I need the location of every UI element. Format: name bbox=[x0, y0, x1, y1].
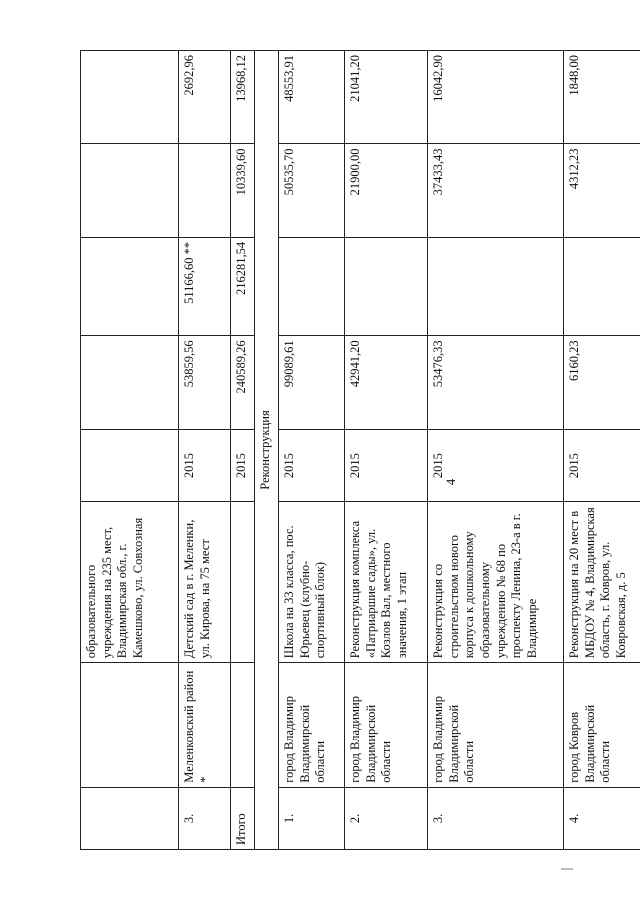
cell-v3: 37433,43 bbox=[428, 144, 564, 237]
cell-v3 bbox=[179, 144, 231, 237]
cell-year: 2015 bbox=[179, 429, 231, 502]
cell-v2: 216281,54 bbox=[231, 237, 255, 336]
cell-num: 3. bbox=[179, 787, 231, 849]
table-row bbox=[179, 51, 231, 850]
cell-v3: 10339,60 bbox=[231, 144, 255, 237]
cell-num: 2. bbox=[345, 787, 428, 849]
cell-v1: 240589,26 bbox=[231, 336, 255, 429]
cell-year: 2015 bbox=[345, 429, 428, 502]
cell-district: город Владимир Владимирской области bbox=[428, 663, 564, 788]
table-row bbox=[428, 51, 564, 850]
cell-v1: 6160,23 bbox=[564, 336, 640, 429]
cell-v4: 48553,91 bbox=[279, 51, 345, 144]
cell-v3: 21900,00 bbox=[345, 144, 428, 237]
cell-year: 2015 bbox=[279, 429, 345, 502]
cell-year: 2015 bbox=[231, 429, 255, 502]
section-title: Реконструкция bbox=[255, 51, 279, 850]
budget-table bbox=[80, 50, 640, 850]
cell-v4 bbox=[81, 51, 179, 144]
cell-num: 3. bbox=[428, 787, 564, 849]
cell-v4: 16042,90 bbox=[428, 51, 564, 144]
cell-district: город Владимир Владимирской области bbox=[279, 663, 345, 788]
cell-district: город Владимир Владимирской области bbox=[345, 663, 428, 788]
cell-v2 bbox=[81, 237, 179, 336]
cell-v4: 1848,00 bbox=[564, 51, 640, 144]
rotated-table-container bbox=[80, 50, 628, 850]
cell-object: Реконструкция на 20 мест в МБДОУ № 4, Владимирская область, г. Ковров, ул. Ковровская, д. 5 bbox=[564, 502, 640, 663]
cell-num: 1. bbox=[279, 787, 345, 849]
cell-v1: 53859,56 bbox=[179, 336, 231, 429]
cell-district bbox=[81, 663, 179, 788]
section-header-row bbox=[255, 51, 279, 850]
cell-v2 bbox=[279, 237, 345, 336]
table-row bbox=[564, 51, 640, 850]
cell-total-label: Итого bbox=[231, 787, 255, 849]
cell-v1: 53476,33 bbox=[428, 336, 564, 429]
cell-district bbox=[231, 663, 255, 788]
cell-object bbox=[231, 502, 255, 663]
cell-year: 2015 bbox=[564, 429, 640, 502]
cell-num bbox=[81, 787, 179, 849]
cell-v4: 2692,96 bbox=[179, 51, 231, 144]
cell-v2 bbox=[564, 237, 640, 336]
cell-v3: 50535,70 bbox=[279, 144, 345, 237]
cell-year: 2015 bbox=[428, 429, 564, 502]
cell-v3 bbox=[81, 144, 179, 237]
cell-v2: 51166,60 ** bbox=[179, 237, 231, 336]
scan-artifact bbox=[561, 868, 573, 870]
cell-object: Школа на 33 класса, пос. Юрьевец (клубно-спортивный блок) bbox=[279, 502, 345, 663]
cell-object: образовательного учреждения на 235 мест, Владимирская обл., г. Камешково, ул. Совхозная bbox=[81, 502, 179, 663]
cell-v4: 21041,20 bbox=[345, 51, 428, 144]
cell-district: город Ковров Владимирской области bbox=[564, 663, 640, 788]
cell-v3: 4312,23 bbox=[564, 144, 640, 237]
cell-v1 bbox=[81, 336, 179, 429]
cell-object: Детский сад в г. Меленки, ул. Кирова, на 75 мест bbox=[179, 502, 231, 663]
cell-v4: 13968,12 bbox=[231, 51, 255, 144]
cell-v2 bbox=[345, 237, 428, 336]
cell-v1: 42941,20 bbox=[345, 336, 428, 429]
table-row bbox=[279, 51, 345, 850]
table-row-continuation bbox=[81, 51, 179, 850]
cell-v2 bbox=[428, 237, 564, 336]
cell-year bbox=[81, 429, 179, 502]
cell-district: Меленковский район * bbox=[179, 663, 231, 788]
cell-object: Реконструкция со строительством нового корпуса к дошкольному образовательному учреждению № 68 по проспекту Ленина, 23-а в г. Владимире bbox=[428, 502, 564, 663]
cell-v1: 99089,61 bbox=[279, 336, 345, 429]
cell-num: 4. bbox=[564, 787, 640, 849]
table-row bbox=[345, 51, 428, 850]
table-row-total bbox=[231, 51, 255, 850]
cell-object: Реконструкция комплекса «Патриаршие сады», ул. Козлов Вал, местного значения, 1 этап bbox=[345, 502, 428, 663]
page-number: 4 bbox=[443, 478, 458, 486]
